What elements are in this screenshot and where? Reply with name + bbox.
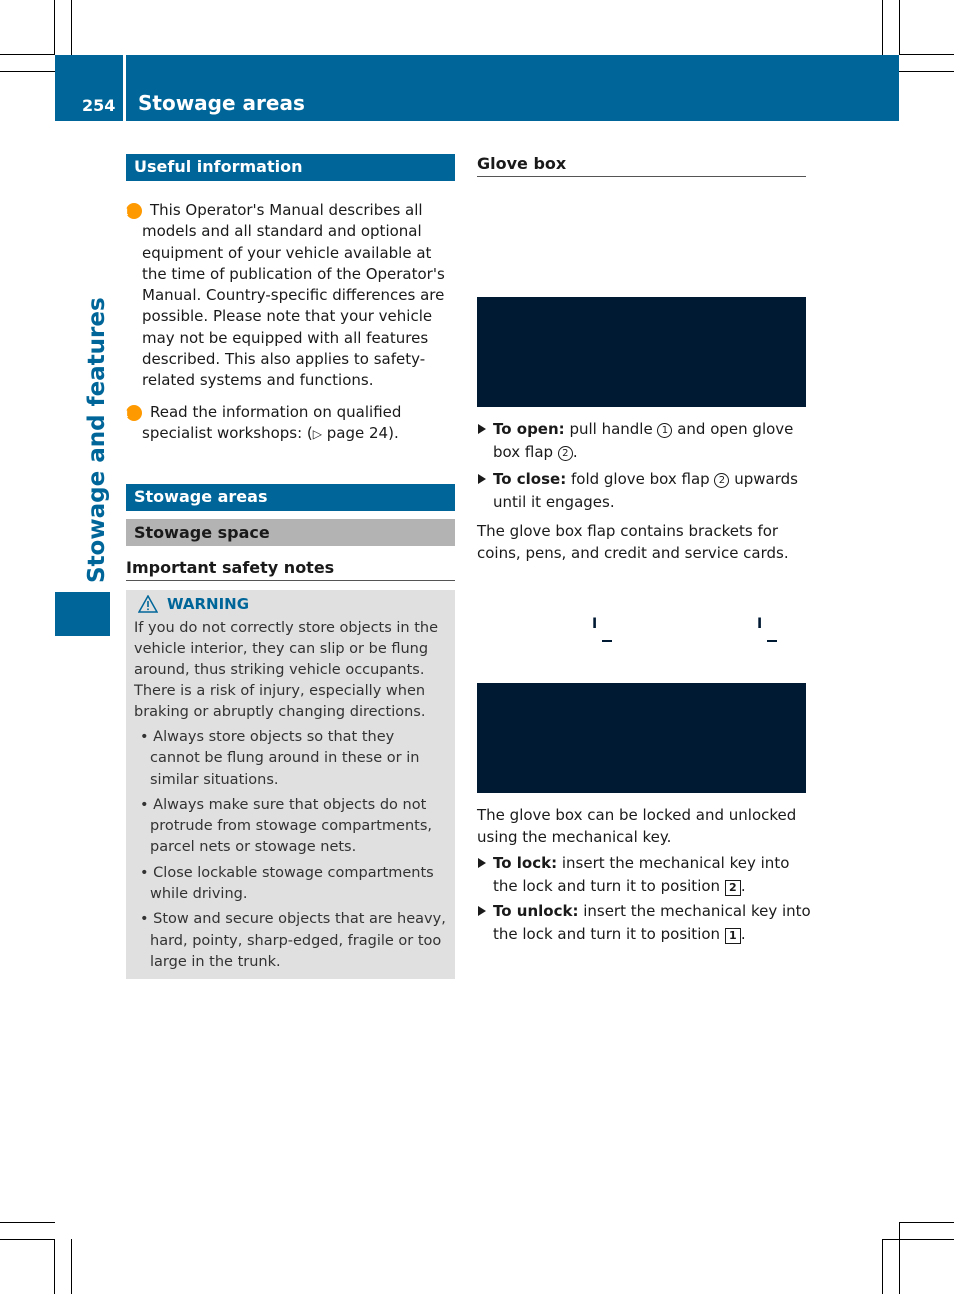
step-text: insert the mechanical key into the lock and turn it to position [493, 854, 790, 895]
crop-mark [899, 1222, 954, 1223]
step-label: To unlock: [493, 902, 579, 920]
info-note-workshops [123, 402, 458, 446]
crop-mark [882, 1239, 954, 1240]
step-text: insert the mechanical key into the lock and turn it to position [493, 902, 811, 943]
warning-title-text: WARNING [167, 595, 250, 613]
step-text: . [740, 925, 746, 943]
crop-mark [0, 1239, 55, 1240]
page-title: Stowage areas [138, 91, 305, 115]
crop-mark [899, 1222, 900, 1294]
warning-bullet: • Close lockable stowage compartments while driving. [140, 864, 434, 903]
warning-bullet-text: Always make sure that objects do not protrude from stowage compartments, parcel nets or stowage nets. [150, 796, 433, 856]
crop-mark [71, 1239, 72, 1294]
heading-rule [126, 580, 455, 581]
callout-number: 2 [714, 473, 729, 488]
crop-mark [71, 0, 72, 55]
step-label: To close: [493, 470, 567, 488]
side-tab-label: Stowage and features [84, 297, 110, 583]
info-note-text: Read the information on qualified specialist workshops: ( [142, 403, 402, 443]
brackets-paragraph: The glove box flap contains brackets for coins, pens, and credit and service cards. [477, 522, 789, 562]
callout-number: 2 [558, 446, 573, 461]
warning-bullet-text: Close lockable stowage compartments while driving. [150, 864, 434, 903]
crop-mark [899, 0, 900, 55]
lock-position-mark [602, 640, 612, 642]
step-arrow-icon [478, 858, 486, 868]
glove-box-illustration [477, 178, 806, 297]
lock-position-mark: I [592, 616, 598, 632]
info-note [123, 200, 458, 392]
side-tab-marker [55, 592, 110, 636]
page-reference-arrow: ▷ [312, 427, 323, 442]
warning-title [138, 595, 447, 613]
crop-mark [0, 71, 55, 72]
warning-text: If you do not correctly store objects in the vehicle interior, they can slip or be flung around, thus striking vehicle occupants. There is a risk of injury, especially when braking or abruptly changing directions. [134, 620, 439, 720]
crop-mark [882, 1239, 883, 1294]
subsection-heading-stowage-space: Stowage space [126, 519, 455, 546]
page-number: 254 [82, 96, 116, 115]
step-text: and open glove box flap [493, 420, 794, 461]
glove-box-illustration-dark [477, 297, 806, 407]
crop-mark [882, 0, 883, 55]
crop-mark [54, 0, 55, 55]
section-heading-useful-information: Useful information [126, 154, 455, 181]
position-number: 1 [725, 928, 741, 944]
lock-paragraph: The glove box can be locked and unlocked using the mechanical key. [477, 806, 797, 846]
step-label: To lock: [493, 854, 558, 872]
page-reference-link[interactable]: page 24). [322, 424, 399, 443]
step-text: fold glove box flap [566, 470, 715, 488]
step-to-close [477, 468, 812, 514]
warning-box [126, 590, 455, 979]
crop-mark [0, 54, 55, 55]
step-arrow-icon [478, 474, 486, 484]
step-to-lock [477, 852, 812, 898]
callout-number: 1 [657, 423, 672, 438]
crop-mark [899, 71, 954, 72]
step-to-unlock [477, 900, 812, 946]
warning-bullet-text: Always store objects so that they cannot be flung around in these or in similar situations. [150, 729, 420, 788]
warning-bullet: • Always store objects so that they cannot be flung around in these or in similar situations. [140, 729, 420, 788]
subheading-glove-box: Glove box [477, 154, 567, 173]
info-icon: i [126, 405, 142, 421]
info-note-text: This Operator's Manual describes all models and all standard and optional equipment of your vehicle available at the time of publication of the Operator's Manual. Country-specific differences are possible. Please note that your vehicle may not be equipped with all features described. This also applies to safety-related systems and functions. [142, 201, 445, 390]
lock-position-mark: I [757, 616, 763, 632]
section-heading-stowage-areas: Stowage areas [126, 484, 455, 511]
warning-bullet-text: Stow and secure objects that are heavy, hard, pointy, sharp-edged, fragile or too large in the trunk. [150, 911, 446, 970]
step-arrow-icon [478, 906, 486, 916]
step-text: upwards until it engages. [493, 470, 798, 511]
position-number: 2 [725, 880, 741, 896]
warning-bullet: • Stow and secure objects that are heavy, hard, pointy, sharp-edged, fragile or too large in the trunk. [140, 911, 446, 970]
crop-mark [899, 54, 954, 55]
info-icon: i [126, 203, 142, 219]
heading-rule [477, 176, 806, 177]
warning-bullet: • Always make sure that objects do not protrude from stowage compartments, parcel nets or stowage nets. [140, 796, 433, 856]
crop-mark [54, 1239, 55, 1294]
step-arrow-icon [478, 424, 486, 434]
lock-position-mark [767, 640, 777, 642]
step-label: To open: [493, 420, 565, 438]
warning-triangle-icon [138, 595, 158, 613]
header-divider [123, 55, 126, 121]
step-text: pull handle [564, 420, 658, 438]
crop-mark [0, 1222, 55, 1223]
step-to-open [477, 418, 812, 464]
glove-box-lock-illustration-dark [477, 683, 806, 793]
subheading-safety-notes: Important safety notes [126, 558, 335, 577]
step-text: . [740, 877, 746, 895]
step-text: . [572, 443, 578, 461]
